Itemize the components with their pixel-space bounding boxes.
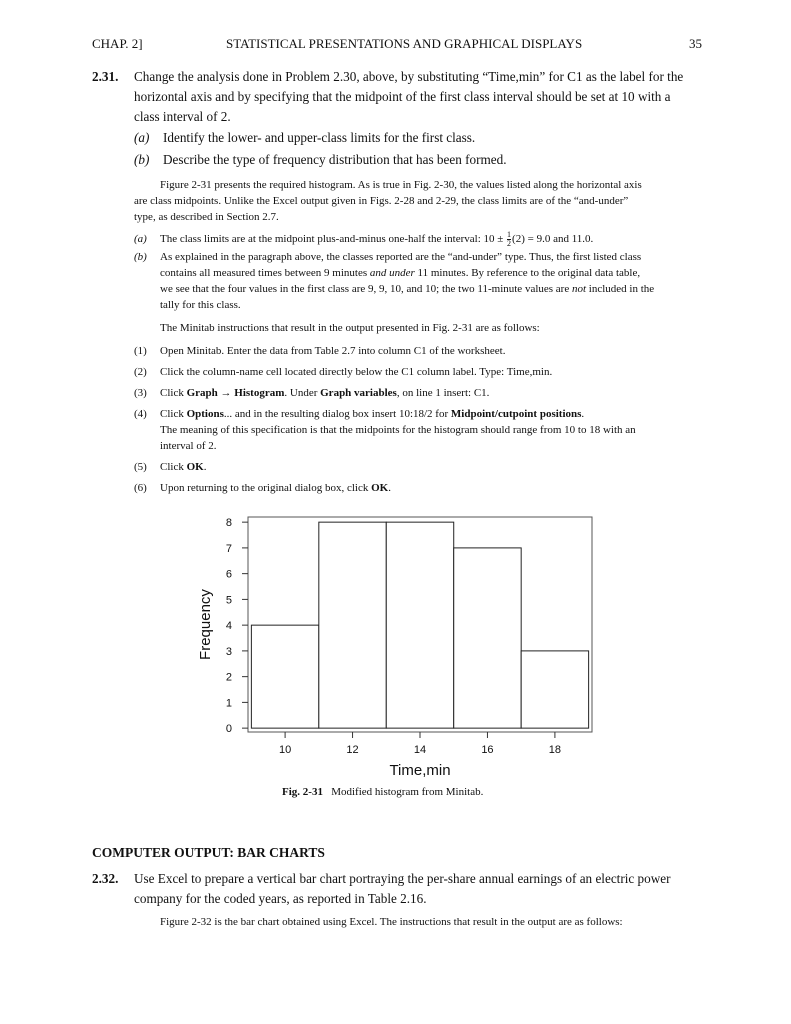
answer-label: (a) [134, 233, 147, 245]
y-tick-label: 1 [225, 697, 232, 710]
y-tick-label: 3 [225, 645, 232, 658]
step-number: (1) [134, 345, 147, 357]
answer-text-emphasis: not [571, 283, 587, 295]
solution-text-line: are class midpoints. Unlike the Excel output given in Figs. 2-28 and 2-29, the class limits are of the “and-under” [134, 195, 629, 207]
solution-text-line: Figure 2-32 is the bar chart obtained using Excel. The instructions that result in the output are as follows: [160, 916, 623, 928]
question-text: Describe the type of frequency distribution that has been formed. [163, 152, 507, 167]
x-tick-label: 14 [413, 744, 427, 756]
x-tick-label: 16 [481, 744, 494, 756]
problem-text-line: class interval of 2. [134, 109, 231, 124]
question-text: Identify the lower- and upper-class limits for the first class. [163, 130, 476, 145]
histogram-bar [521, 651, 588, 728]
y-tick-label: 6 [225, 568, 232, 581]
y-axis-label: Frequency [197, 589, 214, 660]
question-label: (a) [134, 130, 150, 145]
solution-text-line: Figure 2-31 presents the required histogram. As is true in Fig. 2-30, the values listed along the horizontal axis [160, 179, 642, 191]
solution-text-line: type, as described in Section 2.7. [134, 211, 279, 223]
figure-caption [282, 786, 483, 798]
step-number: (4) [134, 408, 147, 420]
y-tick-label: 4 [225, 620, 232, 633]
step-number: (5) [134, 461, 147, 473]
y-tick-label: 7 [225, 542, 232, 555]
step-text-segment: Click [160, 387, 184, 399]
step-text-segment: . Under [284, 387, 318, 399]
answer-text-segment: included in the [588, 283, 655, 295]
step-text-segment: Upon returning to the original dialog box, click [160, 482, 369, 494]
problem-number: 2.31. [92, 69, 119, 84]
step-text-line: The meaning of this specification is that the midpoints for the histogram should range from 10 to 18 with an [160, 424, 636, 436]
y-tick-label: 2 [225, 671, 232, 684]
problem-text-line: Change the analysis done in Problem 2.30, above, by substituting “Time,min” for C1 as the label for the [134, 69, 684, 84]
step-text-bold: OK [186, 461, 204, 473]
step-text-bold: Midpoint/cutpoint positions [450, 408, 582, 420]
answer-text-emphasis: and under [369, 267, 415, 279]
answer-text-line [160, 281, 654, 297]
problem-text-line: horizontal axis and by specifying that the midpoint of the first class interval should be set at 10 with a [134, 89, 671, 104]
histogram-chart [190, 505, 610, 780]
answer-text-post: (2) = 9.0 and 11.0. [512, 233, 594, 246]
answer-text-line: tally for this class. [160, 299, 241, 311]
answer-text-line: As explained in the paragraph above, the classes reported are the “and-under” type. Thus, the first listed class [160, 251, 642, 263]
step-text [160, 459, 206, 475]
step-text-bold: Options [186, 408, 224, 420]
step-text-segment: Click [160, 408, 184, 420]
step-text [160, 480, 391, 496]
step-text-segment: . [203, 461, 207, 473]
step-number: (6) [134, 482, 147, 494]
question-label: (b) [134, 152, 150, 167]
answer-text-line [160, 265, 640, 281]
step-text-segment: Click [160, 461, 184, 473]
running-head-chapter: CHAP. 2] [92, 36, 143, 51]
step-number: (2) [134, 366, 147, 378]
x-tick-label: 18 [548, 744, 562, 756]
step-text-bold: Graph → Histogram [186, 387, 285, 399]
answer-text-segment: we see that the four values in the first class are 9, 9, 10, and 10; the two 11-minute values are [160, 283, 570, 295]
answer-label: (b) [134, 251, 147, 263]
problem-text-line: Use Excel to prepare a vertical bar chart portraying the per-share annual earnings of an electric power [134, 871, 671, 886]
figure-label: Fig. 2-31 [282, 786, 323, 798]
step-text-segment: . [388, 482, 391, 494]
x-tick-label: 10 [278, 744, 292, 756]
minitab-intro: The Minitab instructions that result in the output presented in Fig. 2-31 are as follows: [160, 322, 540, 334]
answer-text-pre: The class limits are at the midpoint plus-and-minus one-half the interval: 10 ± [160, 233, 504, 246]
y-tick-label: 0 [225, 723, 232, 736]
problem-text-line: company for the coded years, as reported in Table 2.16. [134, 891, 427, 906]
x-axis-label: Time,min [389, 762, 451, 779]
histogram-bar [386, 522, 453, 728]
answer-text [160, 231, 593, 248]
step-text-segment: ... and in the resulting dialog box insert 10:18/2 for [223, 408, 449, 420]
step-text-segment: . [581, 408, 585, 420]
fraction-numerator: 1 [507, 230, 512, 239]
step-text-bold: Graph variables [320, 387, 397, 399]
section-heading: COMPUTER OUTPUT: BAR CHARTS [92, 845, 325, 860]
histogram-bar [251, 625, 318, 728]
figure-caption-text: Modified histogram from Minitab. [331, 786, 484, 798]
x-tick-label: 12 [346, 744, 359, 756]
answer-text-segment: 11 minutes. By reference to the original data table, [417, 267, 641, 279]
step-text [160, 406, 584, 422]
step-text: Click the column-name cell located directly below the C1 column label. Type: Time,min. [160, 366, 553, 378]
histogram-bar [454, 548, 521, 728]
step-text: Open Minitab. Enter the data from Table 2.7 into column C1 of the worksheet. [160, 345, 506, 357]
problem-number: 2.32. [92, 871, 119, 886]
fraction [507, 231, 511, 248]
histogram-bar [319, 522, 386, 728]
step-number: (3) [134, 387, 147, 399]
running-head-title: STATISTICAL PRESENTATIONS AND GRAPHICAL DISPLAYS [226, 36, 583, 51]
y-tick-label: 5 [225, 594, 232, 607]
step-text-line: interval of 2. [160, 440, 217, 452]
y-tick-label: 8 [225, 517, 232, 530]
answer-text-segment: contains all measured times between 9 minutes [160, 267, 368, 279]
page-number: 35 [689, 36, 702, 51]
step-text-bold: OK [371, 482, 389, 494]
step-text [160, 385, 489, 401]
fraction-denominator: 2 [507, 239, 512, 248]
step-text-segment: , on line 1 insert: C1. [396, 387, 490, 399]
